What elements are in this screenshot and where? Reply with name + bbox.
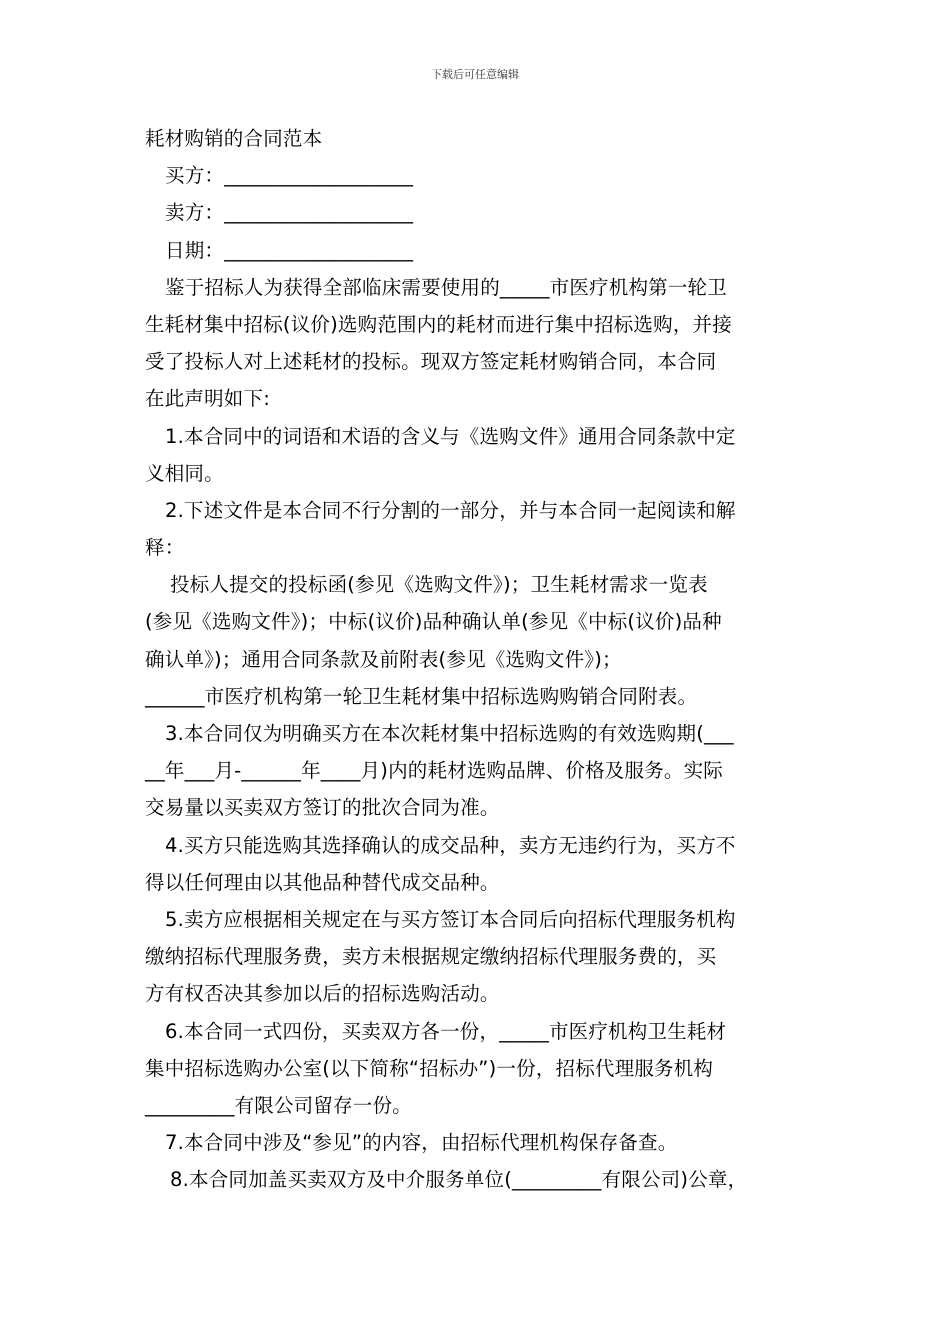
text-line: 5.卖方应根据相关规定在与买方签订本合同后向招标代理服务机构 <box>165 907 736 931</box>
text-line: 6.本合同一式四份，买卖双方各一份，_____市医疗机构卫生耗材 <box>165 1019 727 1043</box>
text-line: (参见《选购文件》)；中标(议价)品种确认单(参见《中标(议价)品种 <box>145 610 722 634</box>
text-line: 1.本合同中的词语和术语的含义与《选购文件》通用合同条款中定 <box>165 424 736 448</box>
text-line: 投标人提交的投标函(参见《选购文件》)；卫生耗材需求一览表 <box>170 573 708 597</box>
text-line: 受了投标人对上述耗材的投标。现双方签定耗材购销合同，本合同 <box>145 350 717 374</box>
text-line: 交易量以买卖双方签订的批次合同为准。 <box>145 796 500 820</box>
text-line: ______市医疗机构第一轮卫生耗材集中招标选购购销合同附表。 <box>145 684 698 708</box>
text-line: 缴纳招标代理服务费，卖方未根据规定缴纳招标代理服务费的，买 <box>145 945 717 969</box>
text-line: 义相同。 <box>145 461 224 485</box>
text-line: 在此声明如下: <box>145 387 270 411</box>
text-line: 8.本合同加盖买卖双方及中介服务单位(_________有限公司)公章， <box>170 1168 748 1192</box>
text-line: 方有权否决其参加以后的招标选购活动。 <box>145 982 500 1006</box>
text-line: 释： <box>145 536 185 560</box>
text-line: 得以任何理由以其他品种替代成交品种。 <box>145 870 500 894</box>
text-line: _________有限公司留存一份。 <box>145 1093 412 1117</box>
text-line: 鉴于招标人为获得全部临床需要使用的_____市医疗机构第一轮卫 <box>165 275 727 299</box>
text-line: 日期：___________________ <box>165 238 414 262</box>
text-line: __年___月-______年____月)内的耗材选购品牌、价格及服务。实际 <box>145 759 723 783</box>
text-line: 集中招标选购办公室(以下简称“招标办”)一份，招标代理服务机构 <box>145 1056 714 1080</box>
text-line: 4.买方只能选购其选择确认的成交品种，卖方无违约行为，买方不 <box>165 833 736 857</box>
text-line: 7.本合同中涉及“参见”的内容，由招标代理机构保存备查。 <box>165 1131 678 1155</box>
header-note: 下载后可任意编辑 <box>431 68 519 81</box>
text-line: 买方：___________________ <box>165 164 414 188</box>
text-line: 确认单》)；通用合同条款及前附表(参见《选购文件》)； <box>145 647 622 671</box>
text-line: 卖方：___________________ <box>165 201 414 225</box>
text-line: 2.下述文件是本合同不行分割的一部分，并与本合同一起阅读和解 <box>165 498 736 522</box>
text-line: 3.本合同仅为明确买方在本次耗材集中招标选购的有效选购期(___ <box>165 722 734 745</box>
document-title: 耗材购销的合同范本 <box>145 127 323 150</box>
document-body <box>145 120 810 1198</box>
text-line: 生耗材集中招标(议价)选购范围内的耗材而进行集中招标选购，并接 <box>145 312 732 336</box>
